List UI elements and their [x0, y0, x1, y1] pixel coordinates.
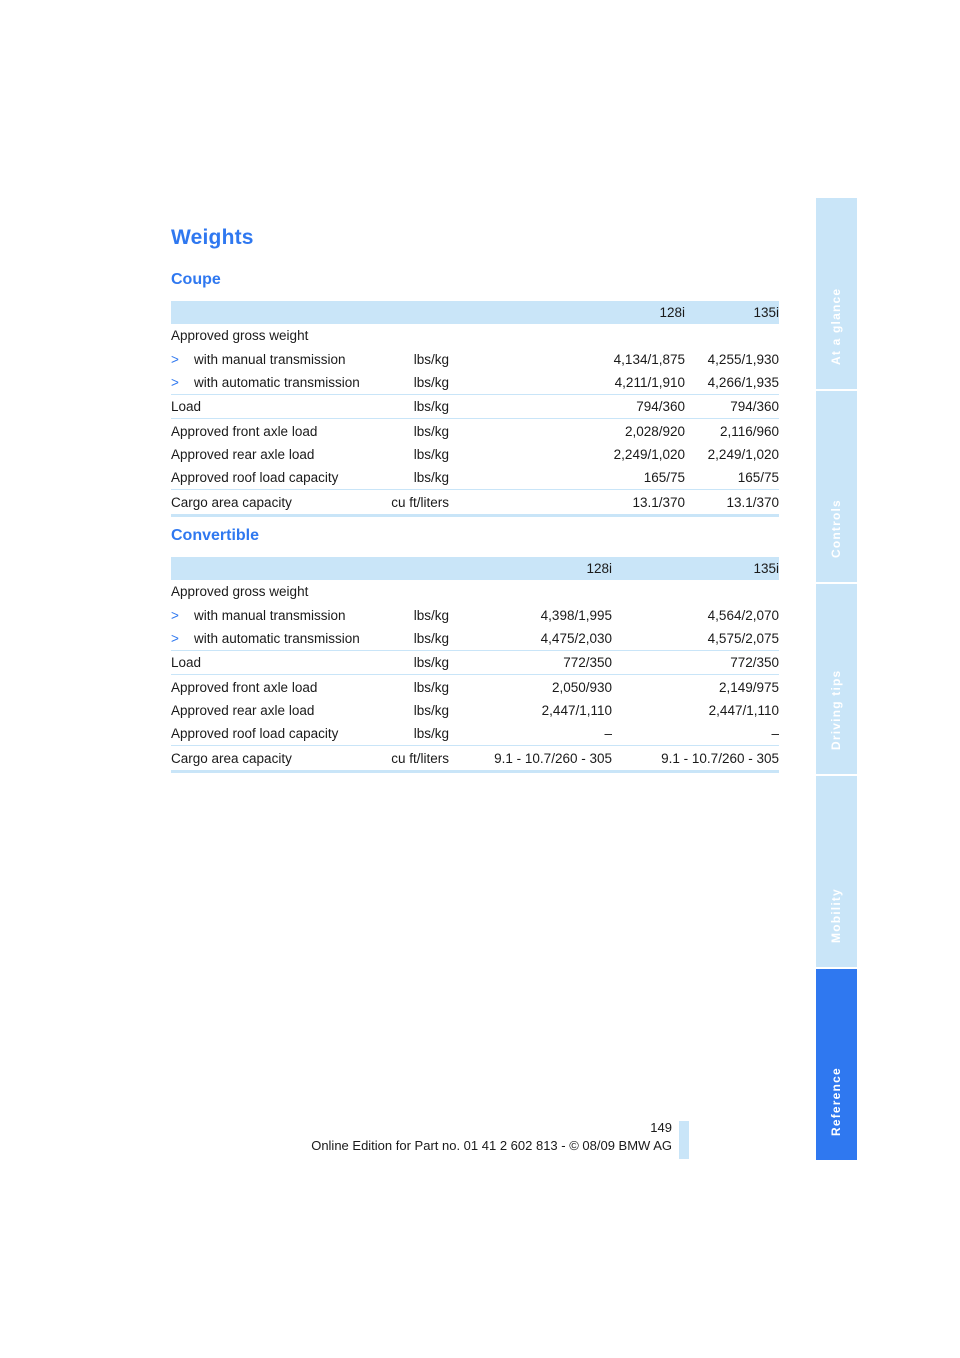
- cell-128i: 13.1/370: [449, 490, 685, 515]
- row-label: Approved roof load capacity: [171, 470, 339, 486]
- row-label: Load: [171, 651, 381, 675]
- tab-controls[interactable]: [816, 391, 857, 584]
- page-title: Weights: [171, 226, 254, 249]
- row-label: with automatic transmission: [194, 375, 360, 391]
- table-row: [171, 627, 779, 651]
- cell-128i: 794/360: [449, 395, 685, 419]
- tab-label: Driving tips: [828, 669, 843, 751]
- table-row: [171, 675, 779, 699]
- row-label: Approved rear axle load: [171, 702, 315, 718]
- cell-128i: 4,134/1,875: [613, 351, 685, 367]
- cell-135i: 2,447/1,110: [708, 702, 779, 718]
- cell-135i: 794/360: [685, 395, 779, 419]
- convertible-weights-table: [171, 557, 779, 773]
- cell-128i: 2,249/1,020: [613, 446, 685, 462]
- table-row: [171, 395, 779, 419]
- cell-128i: 2,050/930: [449, 675, 612, 699]
- chapter-tabs: [816, 198, 857, 1160]
- column-header-135i: 135i: [753, 305, 779, 321]
- row-label: with manual transmission: [194, 607, 346, 623]
- table-row: [171, 443, 779, 466]
- cell-128i: [449, 324, 685, 347]
- table-row: [171, 604, 779, 627]
- row-label: with automatic transmission: [194, 631, 360, 647]
- row-unit: lbs/kg: [381, 675, 449, 699]
- footer-edition-note: Online Edition for Part no. 01 41 2 602 813 - © 08/09 BMW AG: [311, 1138, 672, 1153]
- table-row: [171, 746, 779, 771]
- table-row: [171, 490, 779, 515]
- cell-135i: –: [771, 726, 779, 742]
- bullet-arrow-icon: >: [171, 631, 179, 647]
- tab-label: Reference: [828, 1067, 843, 1136]
- row-label: Cargo area capacity: [171, 746, 381, 771]
- bullet-arrow-icon: >: [171, 351, 179, 367]
- header-empty-label: [171, 301, 381, 324]
- row-unit: lbs/kg: [381, 395, 449, 419]
- bullet-arrow-icon: >: [171, 607, 179, 623]
- cell-135i: 2,149/975: [612, 675, 779, 699]
- header-empty-unit: [381, 301, 449, 324]
- cell-135i: 13.1/370: [685, 490, 779, 515]
- column-header-135i: 135i: [753, 561, 779, 577]
- tab-label: Mobility: [828, 888, 843, 944]
- table-row: [171, 324, 779, 347]
- table-row: [171, 466, 779, 490]
- page-marker-bar: [679, 1121, 689, 1159]
- cell-135i: 772/350: [612, 651, 779, 675]
- cell-128i: 4,211/1,910: [614, 375, 685, 391]
- cell-128i: 2,447/1,110: [541, 702, 612, 718]
- cell-128i: –: [604, 726, 612, 742]
- row-unit: lbs/kg: [413, 351, 449, 367]
- tab-label: At a glance: [828, 287, 843, 365]
- row-label: Load: [171, 395, 381, 419]
- cell-128i: 4,475/2,030: [540, 631, 612, 647]
- table-row: [171, 722, 779, 746]
- row-unit: cu ft/liters: [381, 490, 449, 515]
- table-row: [171, 419, 779, 443]
- row-unit: cu ft/liters: [381, 746, 449, 771]
- row-label: Approved roof load capacity: [171, 726, 339, 742]
- row-unit: lbs/kg: [413, 702, 449, 718]
- row-label: Approved rear axle load: [171, 446, 315, 462]
- row-label: with manual transmission: [194, 351, 346, 367]
- row-label: Approved gross weight: [171, 584, 309, 600]
- row-unit: lbs/kg: [413, 607, 449, 623]
- header-empty-unit: [381, 557, 449, 580]
- table-row: [171, 699, 779, 722]
- bullet-arrow-icon: >: [171, 375, 179, 391]
- tab-reference[interactable]: [816, 969, 857, 1160]
- coupe-weights-table: [171, 301, 779, 517]
- cell-128i: 2,028/920: [449, 419, 685, 443]
- tab-at-a-glance[interactable]: [816, 198, 857, 391]
- header-empty-label: [171, 557, 381, 580]
- cell-128i: [449, 580, 612, 603]
- row-label: Approved front axle load: [171, 675, 381, 699]
- table-header-row: [171, 301, 779, 324]
- row-unit: lbs/kg: [413, 446, 449, 462]
- cell-135i: 2,116/960: [685, 419, 779, 443]
- cell-135i: 4,564/2,070: [707, 607, 779, 623]
- column-header-128i: 128i: [659, 305, 685, 321]
- cell-135i: 4,266/1,935: [707, 375, 779, 391]
- row-unit: lbs/kg: [413, 726, 449, 742]
- cell-135i: 4,575/2,075: [707, 631, 779, 647]
- table-row: [171, 580, 779, 603]
- page-number: 149: [650, 1120, 672, 1135]
- cell-135i: 9.1 - 10.7/260 - 305: [612, 746, 779, 771]
- cell-135i: 4,255/1,930: [707, 351, 779, 367]
- tab-mobility[interactable]: [816, 776, 857, 969]
- cell-135i: 165/75: [737, 470, 779, 486]
- table-row: [171, 371, 779, 395]
- table-row: [171, 651, 779, 675]
- row-label: Approved gross weight: [171, 328, 309, 344]
- row-unit: lbs/kg: [381, 651, 449, 675]
- row-unit: lbs/kg: [413, 631, 449, 647]
- cell-128i: 9.1 - 10.7/260 - 305: [449, 746, 612, 771]
- row-label: Cargo area capacity: [171, 490, 381, 515]
- table-row: [171, 348, 779, 371]
- cell-128i: 772/350: [449, 651, 612, 675]
- coupe-section-title: Coupe: [171, 271, 221, 288]
- row-unit: lbs/kg: [413, 470, 449, 486]
- row-label: Approved front axle load: [171, 419, 381, 443]
- table-header-row: [171, 557, 779, 580]
- cell-135i: [685, 324, 779, 347]
- row-unit: lbs/kg: [413, 375, 449, 391]
- tab-driving-tips[interactable]: [816, 584, 857, 777]
- row-unit: [381, 324, 449, 347]
- row-unit: [381, 580, 449, 603]
- cell-128i: 165/75: [643, 470, 685, 486]
- tab-label: Controls: [828, 498, 843, 558]
- convertible-section-title: Convertible: [171, 527, 260, 544]
- cell-135i: 2,249/1,020: [707, 446, 779, 462]
- column-header-128i: 128i: [586, 561, 612, 577]
- row-unit: lbs/kg: [381, 419, 449, 443]
- cell-135i: [612, 580, 779, 603]
- cell-128i: 4,398/1,995: [540, 607, 612, 623]
